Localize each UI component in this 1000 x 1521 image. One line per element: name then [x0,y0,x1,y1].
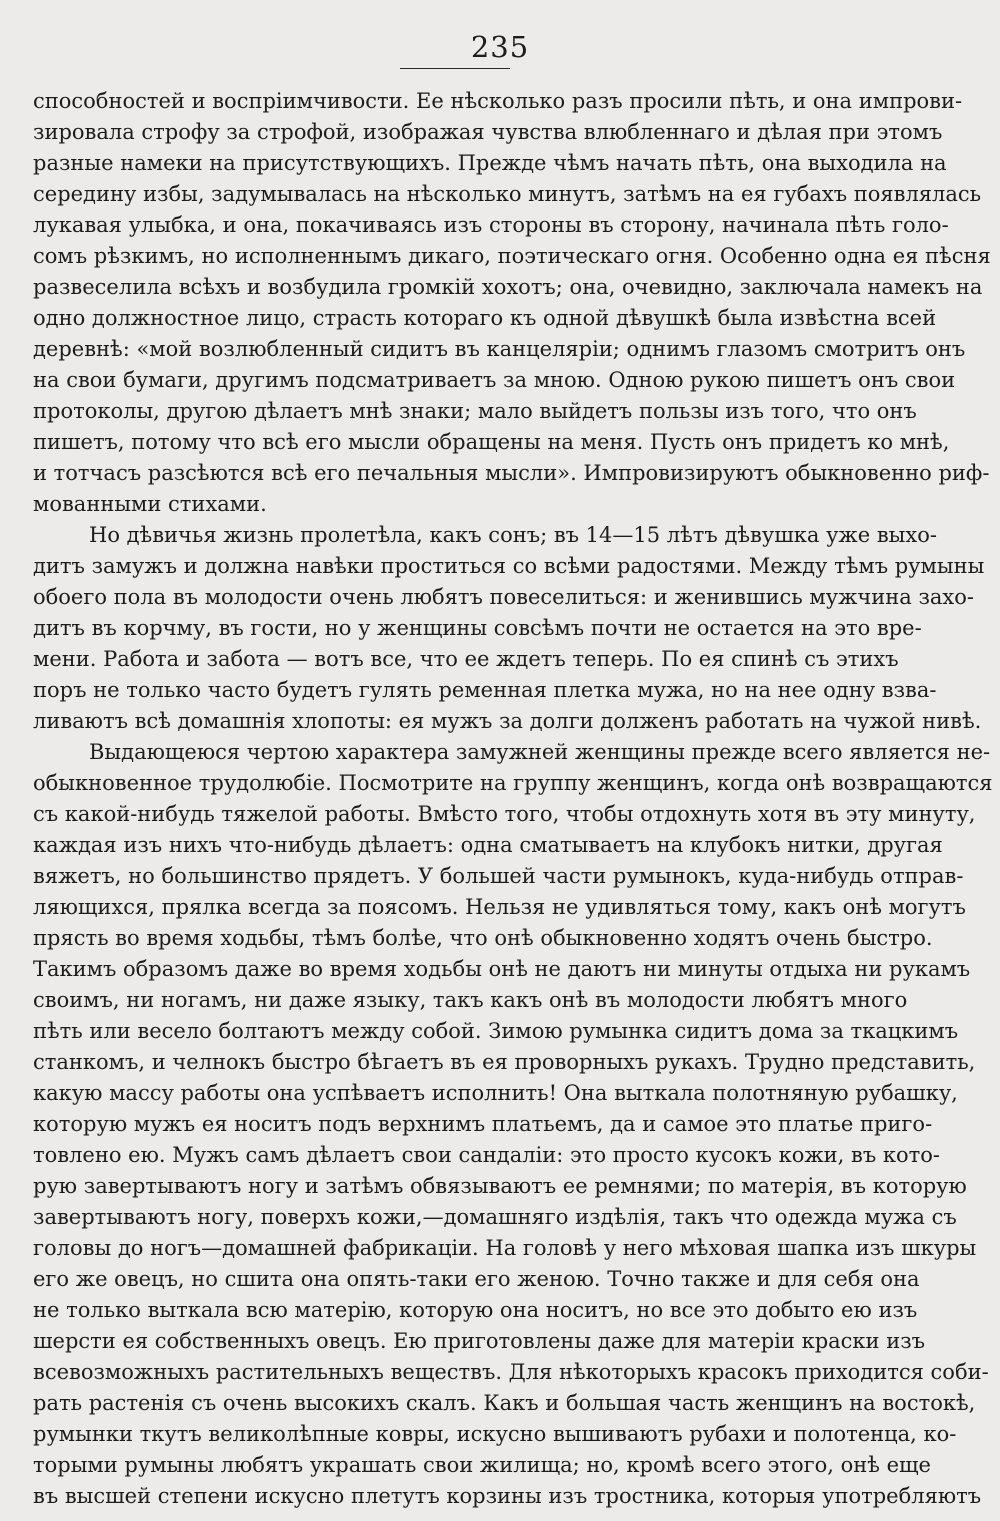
text-line: разные намеки на присутствующихъ. Прежде чѣмъ начать пѣть, она выходила на [33,151,947,175]
page-number-rule [400,68,510,69]
text-line: ливаютъ всѣ домашнія хлопоты: ея мужъ за долги долженъ работать на чужой нивѣ. [33,709,982,733]
text-line: мени. Работа и забота — вотъ все, что ее ждетъ теперь. По ея спинѣ съ этихъ [33,647,899,671]
text-line: не только выткала всю матерію, которую она носитъ, но все это добыто ею изъ [33,1298,918,1322]
text-line: съ какой-нибудь тяжелой работы. Вмѣсто того, чтобы отдохнуть хотя въ эту минуту, [33,802,976,826]
text-line: торыми румыны любятъ украшать свои жилища; но, кромѣ всего этого, онѣ еще [33,1453,931,1477]
text-line: мованными стихами. [33,492,267,516]
text-line: протоколы, другою дѣлаетъ мнѣ знаки; мало выйдетъ пользы изъ того, что онъ [33,399,917,423]
text-line: и тотчасъ разсѣются всѣ его печальныя мысли». Импровизируютъ обыкновенно риф- [33,461,990,485]
text-line: которую мужъ ея носитъ подъ верхнимъ платьемъ, да и самое это платье приго- [33,1112,933,1136]
text-line: обоего пола въ молодости очень любятъ повеселиться: и женившись мужчина захо- [33,585,975,609]
text-line: пишетъ, потому что всѣ его мысли обращены на меня. Пусть онъ придетъ ко мнѣ, [33,430,950,454]
text-line: зировала строфу за строфой, изображая чувства влюбленнаго и дѣлая при этомъ [33,120,943,144]
text-line: лукавая улыбка, и она, покачиваясь изъ стороны въ сторону, начинала пѣть голо- [33,213,949,237]
text-line: прясть во время ходьбы, тѣмъ болѣе, что онѣ обыкновенно ходятъ очень быстро. [33,926,933,950]
text-line: его же овецъ, но сшита она опять-таки его женою. Точно также и для себя она [33,1267,920,1291]
text-line: дитъ замужъ и должна навѣки проститься со всѣми радостями. Между тѣмъ румыны [33,554,985,578]
text-line: станкомъ, и челнокъ быстро бѣгаетъ въ ея проворныхъ рукахъ. Трудно представить, [33,1050,976,1074]
text-line: пѣть или весело болтаютъ между собой. Зимою румынка сидитъ дома за ткацкимъ [33,1019,959,1043]
text-line: развеселила всѣхъ и возбудила громкій хохотъ; она, очевидно, заключала намекъ на [33,275,983,299]
text-line: каждая изъ нихъ что-нибудь дѣлаетъ: одна сматываетъ на клубокъ нитки, другая [33,833,943,857]
text-line: всевозможныхъ растительныхъ веществъ. Для нѣкоторыхъ красокъ приходится соби- [33,1360,989,1384]
text-line: шерсти ея собственныхъ овецъ. Ею приготовлены даже для матеріи краски изъ [33,1329,926,1353]
paragraph-first-line: Но дѣвичья жизнь пролетѣла, какъ сонъ; въ 14—15 лѣтъ дѣвушка уже выхо- [89,523,937,547]
text-line: рать растенія съ очень высокихъ скалъ. Какъ и большая часть женщинъ на востокѣ, [33,1391,976,1415]
text-line: ляющихся, прялка всегда за поясомъ. Нельзя не удивляться тому, какъ онѣ могутъ [33,895,966,919]
text-line: одно должностное лицо, страсть котораго къ одной дѣвушкѣ была извѣстна всей [33,306,937,330]
text-line: завертываютъ ногу, поверхъ кожи,—домашняго издѣлія, такъ что одежда мужа съ [33,1205,957,1229]
text-line: въ высшей степени искусно плетутъ корзины изъ тростника, которыя употребляютъ [33,1484,982,1508]
text-line: середину избы, задумывалась на нѣсколько минутъ, затѣмъ на ея губахъ появлялась [33,182,982,206]
text-line: сомъ рѣзкимъ, но исполненнымъ дикаго, поэтическаго огня. Особенно одна ея пѣсня [33,244,991,268]
text-line: своимъ, ни ногамъ, ни даже языку, такъ какъ онѣ въ молодости любятъ много [33,988,908,1012]
text-line: способностей и воспріимчивости. Ее нѣсколько разъ просили пѣть, и она импрови- [33,89,963,113]
text-line: товлено ею. Мужъ самъ дѣлаетъ свои сандаліи: это просто кусокъ кожи, въ кото- [33,1143,940,1167]
text-line: деревнѣ: «мой возлюбленный сидитъ въ канцеляріи; однимъ глазомъ смотритъ онъ [33,337,966,361]
text-line: на свои бумаги, другимъ подсматриваетъ за мною. Одною рукою пишетъ онъ свои [33,368,956,392]
text-line: рую завертываютъ ногу и затѣмъ обвязываютъ ее ремнями; по матерія, въ которую [33,1174,967,1198]
text-line: поръ не только часто будетъ гулять ременная плетка мужа, но на нее одну взва- [33,678,937,702]
text-line: головы до ногъ—домашней фабрикаціи. На головѣ у него мѣховая шапка изъ шкуры [33,1236,977,1260]
text-line: румынки ткутъ великолѣпные ковры, искусно вышиваютъ рубахи и полотенца, ко- [33,1422,957,1446]
text-line: Такимъ образомъ даже во время ходьбы онѣ не даютъ ни минуты отдыха ни рукамъ [33,957,971,981]
page-number: 235 [470,30,530,64]
paragraph-first-line: Выдающеюся чертою характера замужней женщины прежде всего является не- [89,740,991,764]
text-line: дитъ въ корчму, въ гости, но у женщины совсѣмъ почти не остается на это вре- [33,616,922,640]
text-line: обыкновенное трудолюбіе. Посмотрите на группу женщинъ, когда онѣ возвращаются [33,771,993,795]
text-line: вяжетъ, но большинство прядетъ. У большей части румынокъ, куда-нибудь отправ- [33,864,964,888]
text-line: какую массу работы она успѣваетъ исполнить! Она выткала полотняную рубашку, [33,1081,958,1105]
